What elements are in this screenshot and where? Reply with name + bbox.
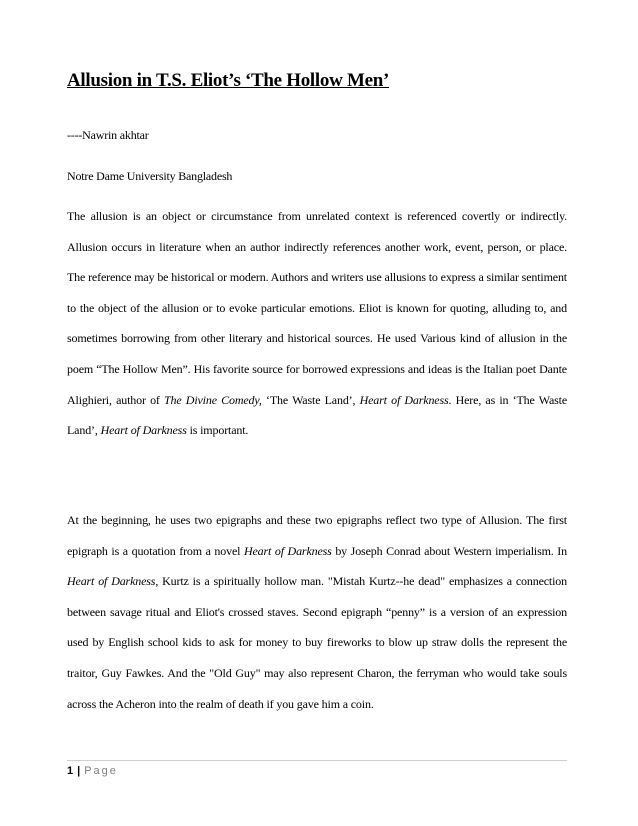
paragraph-2 [67,505,567,719]
paragraph-1 [67,201,567,446]
page-number: 1 [67,765,74,777]
paragraph-2-text-3: , Kurtz is a spiritually hollow man. "Mistah Kurtz--he dead" emphasizes a connection between savage ritual and Eliot's crossed staves. Second epigraph “penny” is a version of an expression used by English school kids to ask for money to buy fireworks to blow up straw dolls the represent the traitor, Guy Fawkes. And the "Old Guy" may also represent Charon, the ferryman who would take souls across the Acheron into the realm of death if you gave him a coin. [67,574,568,711]
paragraph-1-text-1: The allusion is an object or circumstance from unrelated context is referenced covertly or indirectly. Allusion occurs in literature when an author indirectly references another work, event, person, or place. The reference may be historical or modern. Authors and writers use allusions to express a similar sentiment to the object of the allusion or to evoke particular emotions. Eliot is known for quoting, alluding to, and sometimes borrowing from other literary and historical sources. He used Various kind of allusion in the poem “The Hollow Men”. His favorite source for borrowed expressions and ideas is the Italian poet Dante Alighieri, author of [67,209,567,407]
paragraph-1-italic-2: Heart of Darkness [359,392,449,407]
paragraph-1-italic-1: The Divine Comedy, [164,392,262,407]
paragraph-1-text-4: is important. [186,423,249,438]
paragraph-2-text-1: At the beginning, he uses two epigraphs and these two epigraphs reflect two type of Allusion. The first epigraph is a quotation from a novel [67,513,567,558]
paragraph-1-text-2: ‘The Waste Land’, [261,392,360,407]
paragraph-2-italic-2: Heart of Darkness [67,574,156,589]
author-line: ----Nawrin akhtar [67,128,149,142]
footer-separator: | [77,765,81,777]
affiliation-line: Notre Dame University Bangladesh [67,169,233,183]
paragraph-1-text-3: . Here, as in ‘The Waste Land’, [67,392,567,438]
paragraph-2-text-2: by Joseph Conrad about Western imperialism. In [331,543,567,558]
document-title: Allusion in T.S. Eliot’s ‘The Hollow Men’ [67,70,390,91]
page-label: Page [84,765,118,777]
footer-divider [67,760,567,761]
paragraph-1-italic-3: Heart of Darkness [100,423,187,438]
paragraph-2-italic-1: Heart of Darkness [243,543,332,558]
page-footer [67,765,118,777]
